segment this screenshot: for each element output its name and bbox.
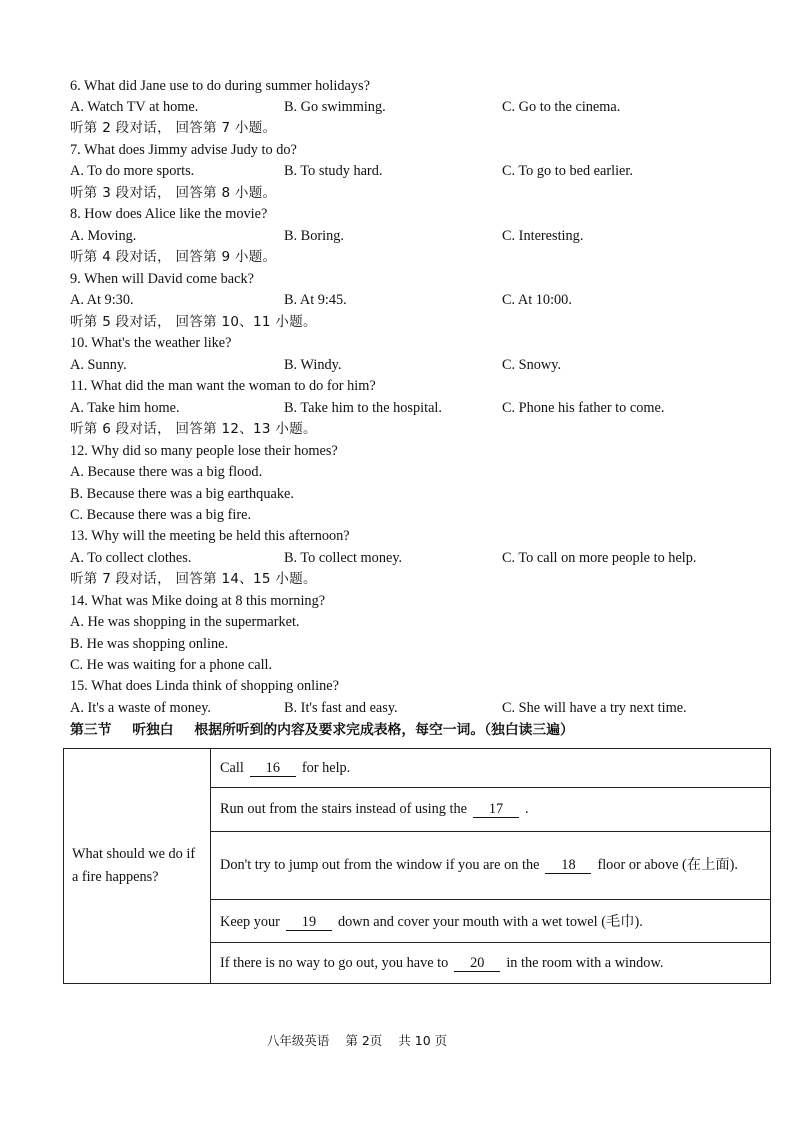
intro-14-15: 听第 7 段对话， 回答第 14、15 小题。 bbox=[70, 571, 317, 587]
option-c: C. Phone his father to come. bbox=[502, 400, 665, 416]
option-b: B. To study hard. bbox=[284, 163, 383, 179]
answer-blank[interactable]: 17 bbox=[473, 801, 519, 818]
option-12b: B. Because there was a big earthquake. bbox=[70, 486, 294, 502]
question-11: 11. What did the man want the woman to do for him? bbox=[70, 378, 376, 394]
question-9: 9. When will David come back? bbox=[70, 271, 254, 287]
options-6 bbox=[70, 97, 770, 118]
table-question-cell: What should we do if a fire happens? bbox=[64, 749, 211, 984]
footer-page: 第 2页 bbox=[345, 1033, 383, 1048]
option-c: C. She will have a try next time. bbox=[502, 700, 687, 716]
option-a: A. It's a waste of money. bbox=[70, 700, 212, 716]
option-c: C. Go to the cinema. bbox=[502, 99, 621, 115]
question-15: 15. What does Linda think of shopping online? bbox=[70, 678, 339, 694]
table-cell: Run out from the stairs instead of using the 17 . bbox=[211, 788, 771, 832]
intro-8: 听第 3 段对话， 回答第 8 小题。 bbox=[70, 185, 277, 201]
option-b: B. Boring. bbox=[284, 228, 344, 244]
question-8: 8. How does Alice like the movie? bbox=[70, 206, 268, 222]
page-footer bbox=[0, 1031, 754, 1049]
table-cell: Don't try to jump out from the window if you are on the 18 floor or above (在上面). bbox=[211, 832, 771, 900]
section-instruction: 根据所听到的内容及要求完成表格，每空一词。（独白读三遍） bbox=[194, 722, 574, 738]
option-a: A. At 9:30. bbox=[70, 292, 134, 308]
option-b: B. Go swimming. bbox=[284, 99, 386, 115]
answer-blank[interactable]: 18 bbox=[545, 857, 591, 874]
option-c: C. At 10:00. bbox=[502, 292, 572, 308]
answer-blank[interactable]: 16 bbox=[250, 760, 296, 777]
option-a: A. Moving. bbox=[70, 228, 137, 244]
options-9 bbox=[70, 290, 770, 311]
table-cell: Call 16 for help. bbox=[211, 749, 771, 788]
option-12a: A. Because there was a big flood. bbox=[70, 464, 263, 480]
options-7 bbox=[70, 161, 770, 182]
question-13: 13. Why will the meeting be held this afternoon? bbox=[70, 528, 350, 544]
option-a: A. Sunny. bbox=[70, 357, 127, 373]
footer-subject: 八年级英语 bbox=[266, 1033, 330, 1048]
option-b: B. At 9:45. bbox=[284, 292, 347, 308]
option-c: C. Interesting. bbox=[502, 228, 584, 244]
options-13 bbox=[70, 548, 770, 569]
question-6: 6. What did Jane use to do during summer holidays? bbox=[70, 78, 370, 94]
question-12: 12. Why did so many people lose their homes? bbox=[70, 443, 338, 459]
section-name: 听独白 bbox=[132, 722, 174, 738]
option-b: B. Take him to the hospital. bbox=[284, 400, 442, 416]
option-a: A. Watch TV at home. bbox=[70, 99, 199, 115]
option-14b: B. He was shopping online. bbox=[70, 636, 229, 652]
option-14c: C. He was waiting for a phone call. bbox=[70, 657, 273, 673]
options-11 bbox=[70, 398, 770, 419]
option-b: B. To collect money. bbox=[284, 550, 403, 566]
option-b: B. Windy. bbox=[284, 357, 342, 373]
option-b: B. It's fast and easy. bbox=[284, 700, 398, 716]
options-8 bbox=[70, 226, 770, 247]
table-cell: Keep your 19 down and cover your mouth with a wet towel (毛巾). bbox=[211, 900, 771, 943]
fill-in-table bbox=[63, 748, 771, 984]
options-15 bbox=[70, 698, 770, 719]
table-cell: If there is no way to go out, you have to 20 in the room with a window. bbox=[211, 943, 771, 984]
option-a: A. To do more sports. bbox=[70, 163, 195, 179]
question-10: 10. What's the weather like? bbox=[70, 335, 232, 351]
question-14: 14. What was Mike doing at 8 this morning? bbox=[70, 593, 326, 609]
intro-9: 听第 4 段对话， 回答第 9 小题。 bbox=[70, 249, 277, 265]
section-3-heading bbox=[70, 719, 770, 741]
option-c: C. To go to bed earlier. bbox=[502, 163, 633, 179]
intro-7: 听第 2 段对话， 回答第 7 小题。 bbox=[70, 120, 277, 136]
intro-12-13: 听第 6 段对话， 回答第 12、13 小题。 bbox=[70, 421, 317, 437]
intro-10-11: 听第 5 段对话， 回答第 10、11 小题。 bbox=[70, 314, 317, 330]
option-c: C. Snowy. bbox=[502, 357, 562, 373]
section-label: 第三节 bbox=[70, 722, 112, 738]
question-7: 7. What does Jimmy advise Judy to do? bbox=[70, 142, 297, 158]
option-14a: A. He was shopping in the supermarket. bbox=[70, 614, 300, 630]
footer-total: 共 10 页 bbox=[398, 1033, 448, 1048]
answer-blank[interactable]: 20 bbox=[454, 955, 500, 972]
options-10 bbox=[70, 355, 770, 376]
option-a: A. Take him home. bbox=[70, 400, 180, 416]
answer-blank[interactable]: 19 bbox=[286, 914, 332, 931]
option-c: C. To call on more people to help. bbox=[502, 550, 697, 566]
option-12c: C. Because there was a big fire. bbox=[70, 507, 252, 523]
table-row bbox=[64, 749, 771, 788]
option-a: A. To collect clothes. bbox=[70, 550, 192, 566]
